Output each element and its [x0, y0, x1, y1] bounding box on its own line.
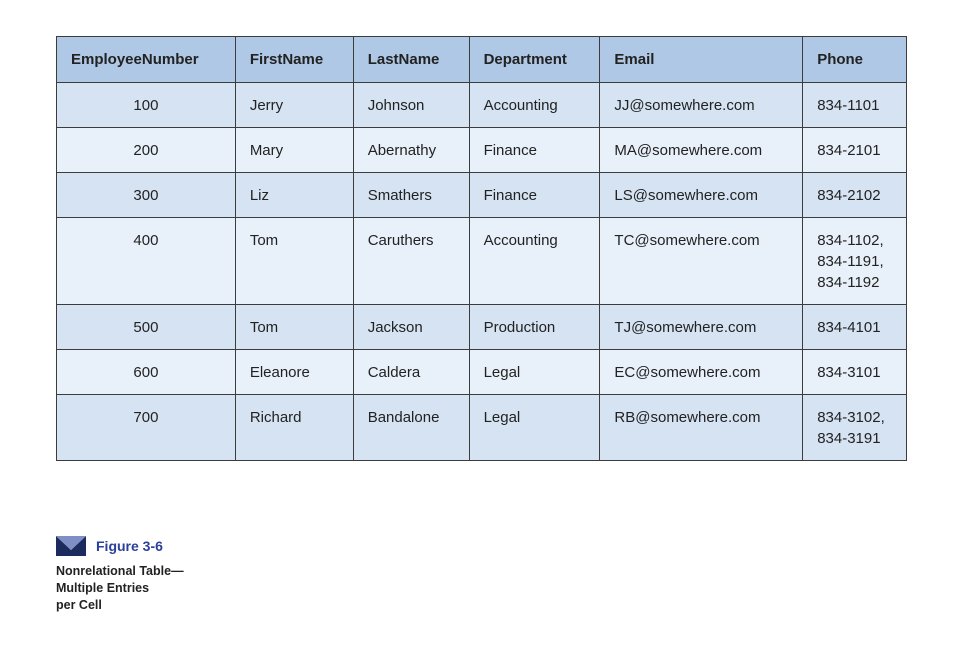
employee-table — [56, 36, 907, 461]
cell-last-name: Bandalone — [353, 395, 469, 461]
cell-department: Accounting — [469, 218, 600, 305]
cell-department: Finance — [469, 128, 600, 173]
cell-email: JJ@somewhere.com — [600, 83, 803, 128]
figure-caption-text: Nonrelational Table— Multiple Entries per Cell — [56, 564, 184, 612]
cell-employee-number: 200 — [57, 128, 236, 173]
cell-first-name: Richard — [235, 395, 353, 461]
table-row — [57, 305, 907, 350]
header-employee-number: EmployeeNumber — [57, 37, 236, 83]
header-department: Department — [469, 37, 600, 83]
header-first-name: FirstName — [235, 37, 353, 83]
cell-first-name: Jerry — [235, 83, 353, 128]
cell-department: Accounting — [469, 83, 600, 128]
cell-email: TC@somewhere.com — [600, 218, 803, 305]
figure-icon — [56, 536, 86, 556]
cell-employee-number: 400 — [57, 218, 236, 305]
table-row — [57, 350, 907, 395]
cell-phone: 834-1101 — [803, 83, 907, 128]
header-row — [57, 37, 907, 83]
cell-employee-number: 600 — [57, 350, 236, 395]
cell-first-name: Eleanore — [235, 350, 353, 395]
cell-employee-number: 100 — [57, 83, 236, 128]
table-row — [57, 218, 907, 305]
cell-first-name: Mary — [235, 128, 353, 173]
figure-header — [56, 535, 256, 557]
figure-label: Figure 3-6 — [96, 538, 163, 554]
cell-last-name: Johnson — [353, 83, 469, 128]
cell-first-name: Tom — [235, 218, 353, 305]
cell-department: Finance — [469, 173, 600, 218]
cell-last-name: Smathers — [353, 173, 469, 218]
cell-email: MA@somewhere.com — [600, 128, 803, 173]
cell-employee-number: 500 — [57, 305, 236, 350]
cell-last-name: Abernathy — [353, 128, 469, 173]
figure-caption — [56, 535, 256, 614]
table-row — [57, 128, 907, 173]
cell-email: TJ@somewhere.com — [600, 305, 803, 350]
cell-last-name: Jackson — [353, 305, 469, 350]
cell-email: EC@somewhere.com — [600, 350, 803, 395]
header-phone: Phone — [803, 37, 907, 83]
cell-email: LS@somewhere.com — [600, 173, 803, 218]
cell-phone: 834-4101 — [803, 305, 907, 350]
cell-department: Legal — [469, 350, 600, 395]
cell-employee-number: 300 — [57, 173, 236, 218]
table-row — [57, 83, 907, 128]
cell-department: Production — [469, 305, 600, 350]
cell-phone: 834-1102, 834-1191, 834-1192 — [803, 218, 907, 305]
cell-phone: 834-3102, 834-3191 — [803, 395, 907, 461]
cell-email: RB@somewhere.com — [600, 395, 803, 461]
cell-last-name: Caldera — [353, 350, 469, 395]
table-row — [57, 173, 907, 218]
cell-phone: 834-2101 — [803, 128, 907, 173]
cell-phone: 834-2102 — [803, 173, 907, 218]
cell-last-name: Caruthers — [353, 218, 469, 305]
cell-phone: 834-3101 — [803, 350, 907, 395]
header-email: Email — [600, 37, 803, 83]
cell-first-name: Tom — [235, 305, 353, 350]
table-row — [57, 395, 907, 461]
header-last-name: LastName — [353, 37, 469, 83]
cell-employee-number: 700 — [57, 395, 236, 461]
cell-department: Legal — [469, 395, 600, 461]
cell-first-name: Liz — [235, 173, 353, 218]
